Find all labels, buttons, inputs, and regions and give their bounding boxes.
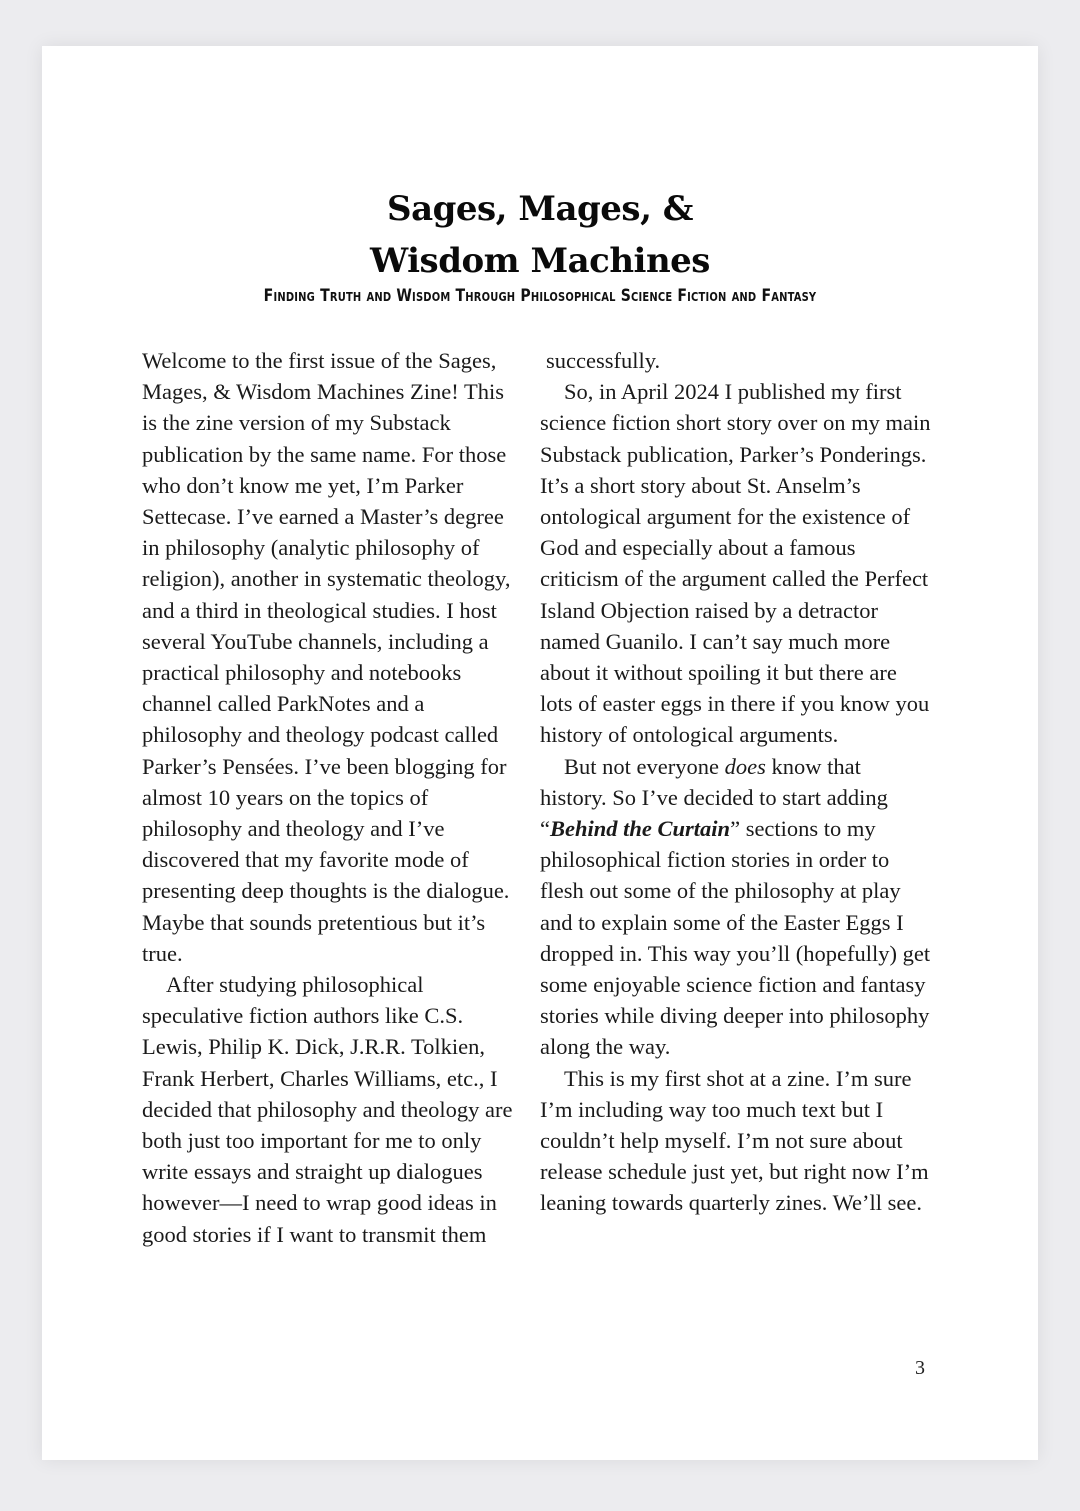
continuation-line: successfully. bbox=[546, 348, 661, 373]
page-number: 3 bbox=[915, 1357, 925, 1379]
zine-title bbox=[0, 183, 1080, 287]
title-line-1: Sages, Mages, & bbox=[387, 188, 693, 229]
left-column bbox=[142, 345, 522, 1250]
behind-curtain-paragraph bbox=[540, 751, 932, 1063]
first-story-paragraph: So, in April 2024 I published my first science fiction short story over on my main Substack publication, Parker’s Ponderings. It’s a short story about St. Anselm’s ontological argument for the existence of God and especially about a famous criticism of the argument called the Perfect Island Objection raised by a detractor named Guanilo. I can’t say much more about it without spoiling it but there are lots of easter eggs in there if you know you history of ontological arguments. bbox=[540, 379, 931, 748]
authors-paragraph: After studying philosophical speculative fiction authors like C.S. Lewis, Philip K. Dick, J.R.R. Tolkien, Frank Herbert, Charles Williams, etc., I decided that philosophy and theology are both just too important for me to only write essays and straight up dialogues however—I need to wrap good ideas in good stories if I want to transmit them bbox=[142, 972, 513, 1247]
right-column bbox=[540, 345, 932, 1219]
emphasis-does: does bbox=[724, 753, 766, 779]
text-run: know that history. So I’ve decided to start adding “ bbox=[540, 753, 888, 842]
text-run: But not everyone bbox=[564, 753, 725, 779]
zine-subtitle: Finding Truth and Wisdom Through Philosophical Science Fiction and Fantasy bbox=[263, 286, 817, 306]
behind-the-curtain-label: Behind the Curtain bbox=[550, 816, 731, 842]
intro-paragraph: Welcome to the first issue of the Sages, Mages, & Wisdom Machines Zine! This is the zine version of my Substack publication by the same name. For those who don’t know me yet, I’m Parker Settecase. I’ve earned a Master’s degree in philosophy (analytic philosophy of religion), another in systematic theology, and a third in theological studies. I host several YouTube channels, including a practical philosophy and notebooks channel called ParkNotes and a philosophy and theology podcast called Parker’s Pensées. I’ve been blogging for almost 10 years on the topics of philosophy and theology and I’ve discovered that my favorite mode of presenting deep thoughts is the dialogue. Maybe that sounds pretentious but it’s true. bbox=[142, 348, 511, 966]
title-line-2: Wisdom Machines bbox=[370, 240, 710, 281]
text-run: ” sections to my philosophical fiction stories in order to flesh out some of the philosophy at play and to explain some of the Easter Eggs I dropped in. This way you’ll (hopefully) get some enjoyable science fiction and fantasy stories while diving deeper into philosophy along the way. bbox=[540, 816, 931, 1060]
first-zine-paragraph: This is my first shot at a zine. I’m sure I’m including way too much text but I couldn’t help myself. I’m not sure about release schedule just yet, but right now I’m leaning towards quarterly zines. We’ll see. bbox=[540, 1065, 929, 1216]
